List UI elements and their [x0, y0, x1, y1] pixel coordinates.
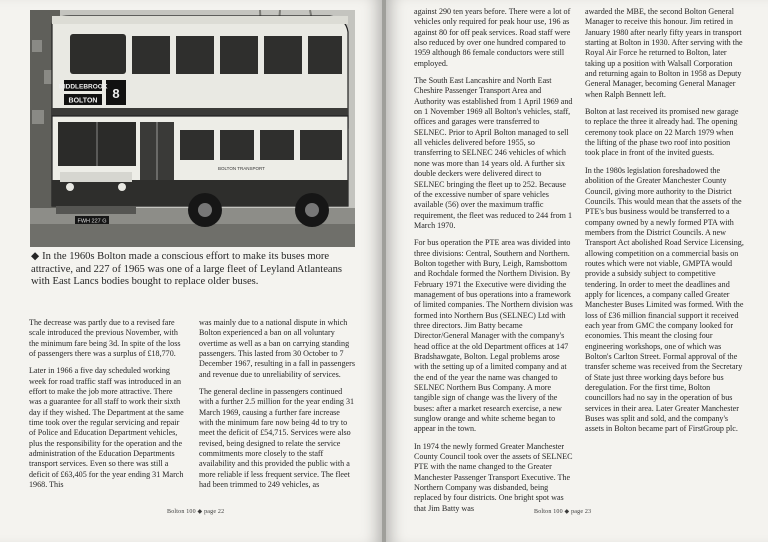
paragraph: Bolton at last received its promised new garage to replace the three it already had. The opening ceremony took place on 22 March 1979 when the lifting of the phase two roof into position took place in front of the invited guests. — [585, 107, 739, 158]
left-page — [0, 0, 382, 542]
folio-diamond-icon: ◆ — [197, 509, 203, 515]
left-page-column-1 — [29, 318, 186, 498]
destination-blind-bottom: BOLTON — [68, 97, 98, 105]
paragraph: In 1974 the newly formed Greater Manchester County Council took over the assets of SELNEC PTE with the name changed to the Greater Manchester Passenger Transport Executive. The Northern Company was disbanded, being replaced by four districts. One bright spot was that Jim Batty was — [414, 441, 573, 513]
paragraph: awarded the MBE, the second Bolton General Manager to receive this honour. Jim retired in January 1980 after nearly fifty years in transport starting at Bolton in 1930. After serving with the Royal Air Force he returned to Bolton, later taking up a position with Walsall Corporation and returning again to Bolton in 1958 as Deputy General Manager, becoming General Manager when Ralph Bennett left. — [585, 7, 743, 99]
paragraph: was mainly due to a national dispute in which Bolton experienced a ban on all voluntary overtime as well as a ban on carrying standing passengers. This lasted from 30 October to 7 December 1967, resulting in a fall in passengers and revenue due to unreliability of services. — [199, 318, 355, 379]
paragraph: The South East Lancashire and North East Cheshire Passenger Transport Area and Authority was established from 1 April 1969 and on 1 November 1969 all Bolton's vehicles, staff, offices and garages were transferred to SELNEC. Prior to April Bolton managed to sell all vehicles delivered before 1955, so transferring to SELNEC 246 vehicles of which none was more than 14 years old. A further six double deckers were delivered direct to SELNEC bringing the fleet up to 252. Because of the excessive number of spare vehicles available (56) over the maximum traffic requirement, the fleet was reduced to 244 from 1 March 1970. — [414, 76, 573, 230]
page-folio-left — [167, 508, 224, 515]
folio-diamond-icon: ◆ — [564, 509, 570, 515]
registration-plate: FWH 227 G — [77, 218, 107, 225]
right-page-column-1 — [414, 7, 574, 521]
folio-page-number: page 23 — [571, 509, 592, 515]
right-page — [386, 0, 768, 542]
caption-text: In the 1960s Bolton made a conscious effort to make its buses more attractive, and 227 of 1965 was one of a large fleet of Leyland Atlanteans with East Lancs bodies bought to replace older buses. — [31, 251, 343, 288]
paragraph: For bus operation the PTE area was divided into three divisions: Central, Southern and Northern. Bolton together with Bury, Leigh, Ramsbottom and Rochdale formed the Northern Division. By February 1971 the Executive were dividing the management of bus operations into a framework of limited companies. The Northern division was formed into Northern Bus (SELNEC) Ltd with three directors. Jim Batty became Director/General Manager with the company's head office at the old Department offices at 147 Bradshawgate, Bolton. Legal problems arose with the setting up of a limited company and at the end of the year the name was changed to SELNEC Northern Bus Company. A more tangible sign of change was the livery of the buses: after a market research exercise, a new sunglow orange and white scheme began to appear in the town. — [414, 238, 573, 434]
fleet-name-lettering: BOLTON TRANSPORT — [218, 166, 265, 171]
paragraph: The general decline in passengers continued with a further 2.5 million for the year ending 31 March 1969, causing a further fare increase with the minimum fare now being 4d to try to meet the deficit of £54,715. Services were also revised, being designed to relate the service commitments more closely to the staff availability and this provided the public with a more reliable if less frequent service. The fleet had been trimmed to 249 vehicles, as — [199, 387, 355, 490]
paragraph: The decrease was partly due to a revised fare scale introduced the previous November, with the minimum fare being 3d. In spite of the loss of passengers there was a surplus of £18,770. — [29, 318, 181, 359]
paragraph: Later in 1966 a five day scheduled working week for road traffic staff was introduced in an effort to make the job more attractive. There was a guarantee for all staff to work their sixth day if they wished. The Department at the same time took over the regular servicing and repair of Police and Education Department vehicles, plus the responsibility for the operation and the administration of the Education Departments transport services. Even so there was still a deficit of £63,405 for the year ending 31 March 1968. This — [29, 366, 184, 490]
photo-caption — [31, 251, 356, 289]
paragraph: against 290 ten years before. There were a lot of vehicles only required for peak hour use, 196 as against 80 for off peak services. Road staff were also reduced by over one hundred compared to 1959 although 86 female conductors were still employed. — [414, 7, 571, 68]
page-folio-right — [534, 508, 591, 515]
double-decker-bus-illustration — [30, 10, 355, 247]
caption-bullet-icon: ◆ — [31, 251, 40, 262]
folio-book-title: Bolton 100 — [167, 509, 196, 515]
bus-photo — [30, 10, 355, 247]
folio-book-title: Bolton 100 — [534, 509, 563, 515]
right-page-column-2 — [585, 7, 745, 442]
left-page-column-2 — [199, 318, 356, 498]
route-number: 8 — [112, 86, 120, 101]
destination-blind-top: MIDDLEBROOK — [58, 83, 108, 91]
paragraph: In the 1980s legislation foreshadowed the abolition of the Greater Manchester County Council, giving more authority to the District Councils. This would mean that the assets of the PTE's bus business would be transferred to a company owned by a newly formed PTA with members from the District Councils. A new Transport Act abolished Road Service Licensing, allowing competition on a commercial basis on routes which were not viable, GMPTA would provide a subsidy subject to competitive tendering. In order to meet the deadlines and apply for licences, a company called Greater Manchester Buses Limited was formed. With the loss of £36 million financial support it received each year from GMC the company looked for economies. This meant the closing four engineering workshops, one of which was Bolton's Carlton Street. Formal approval of the transfer scheme was received from the Secretary of State just three working days before bus deregulation. For the first time, Bolton councillors had no say in the operation of bus services in their area. Later Greater Manchester Buses was split and sold, and the company's assets in Bolton became part of FirstGroup plc. — [585, 165, 744, 434]
folio-page-number: page 22 — [204, 509, 225, 515]
